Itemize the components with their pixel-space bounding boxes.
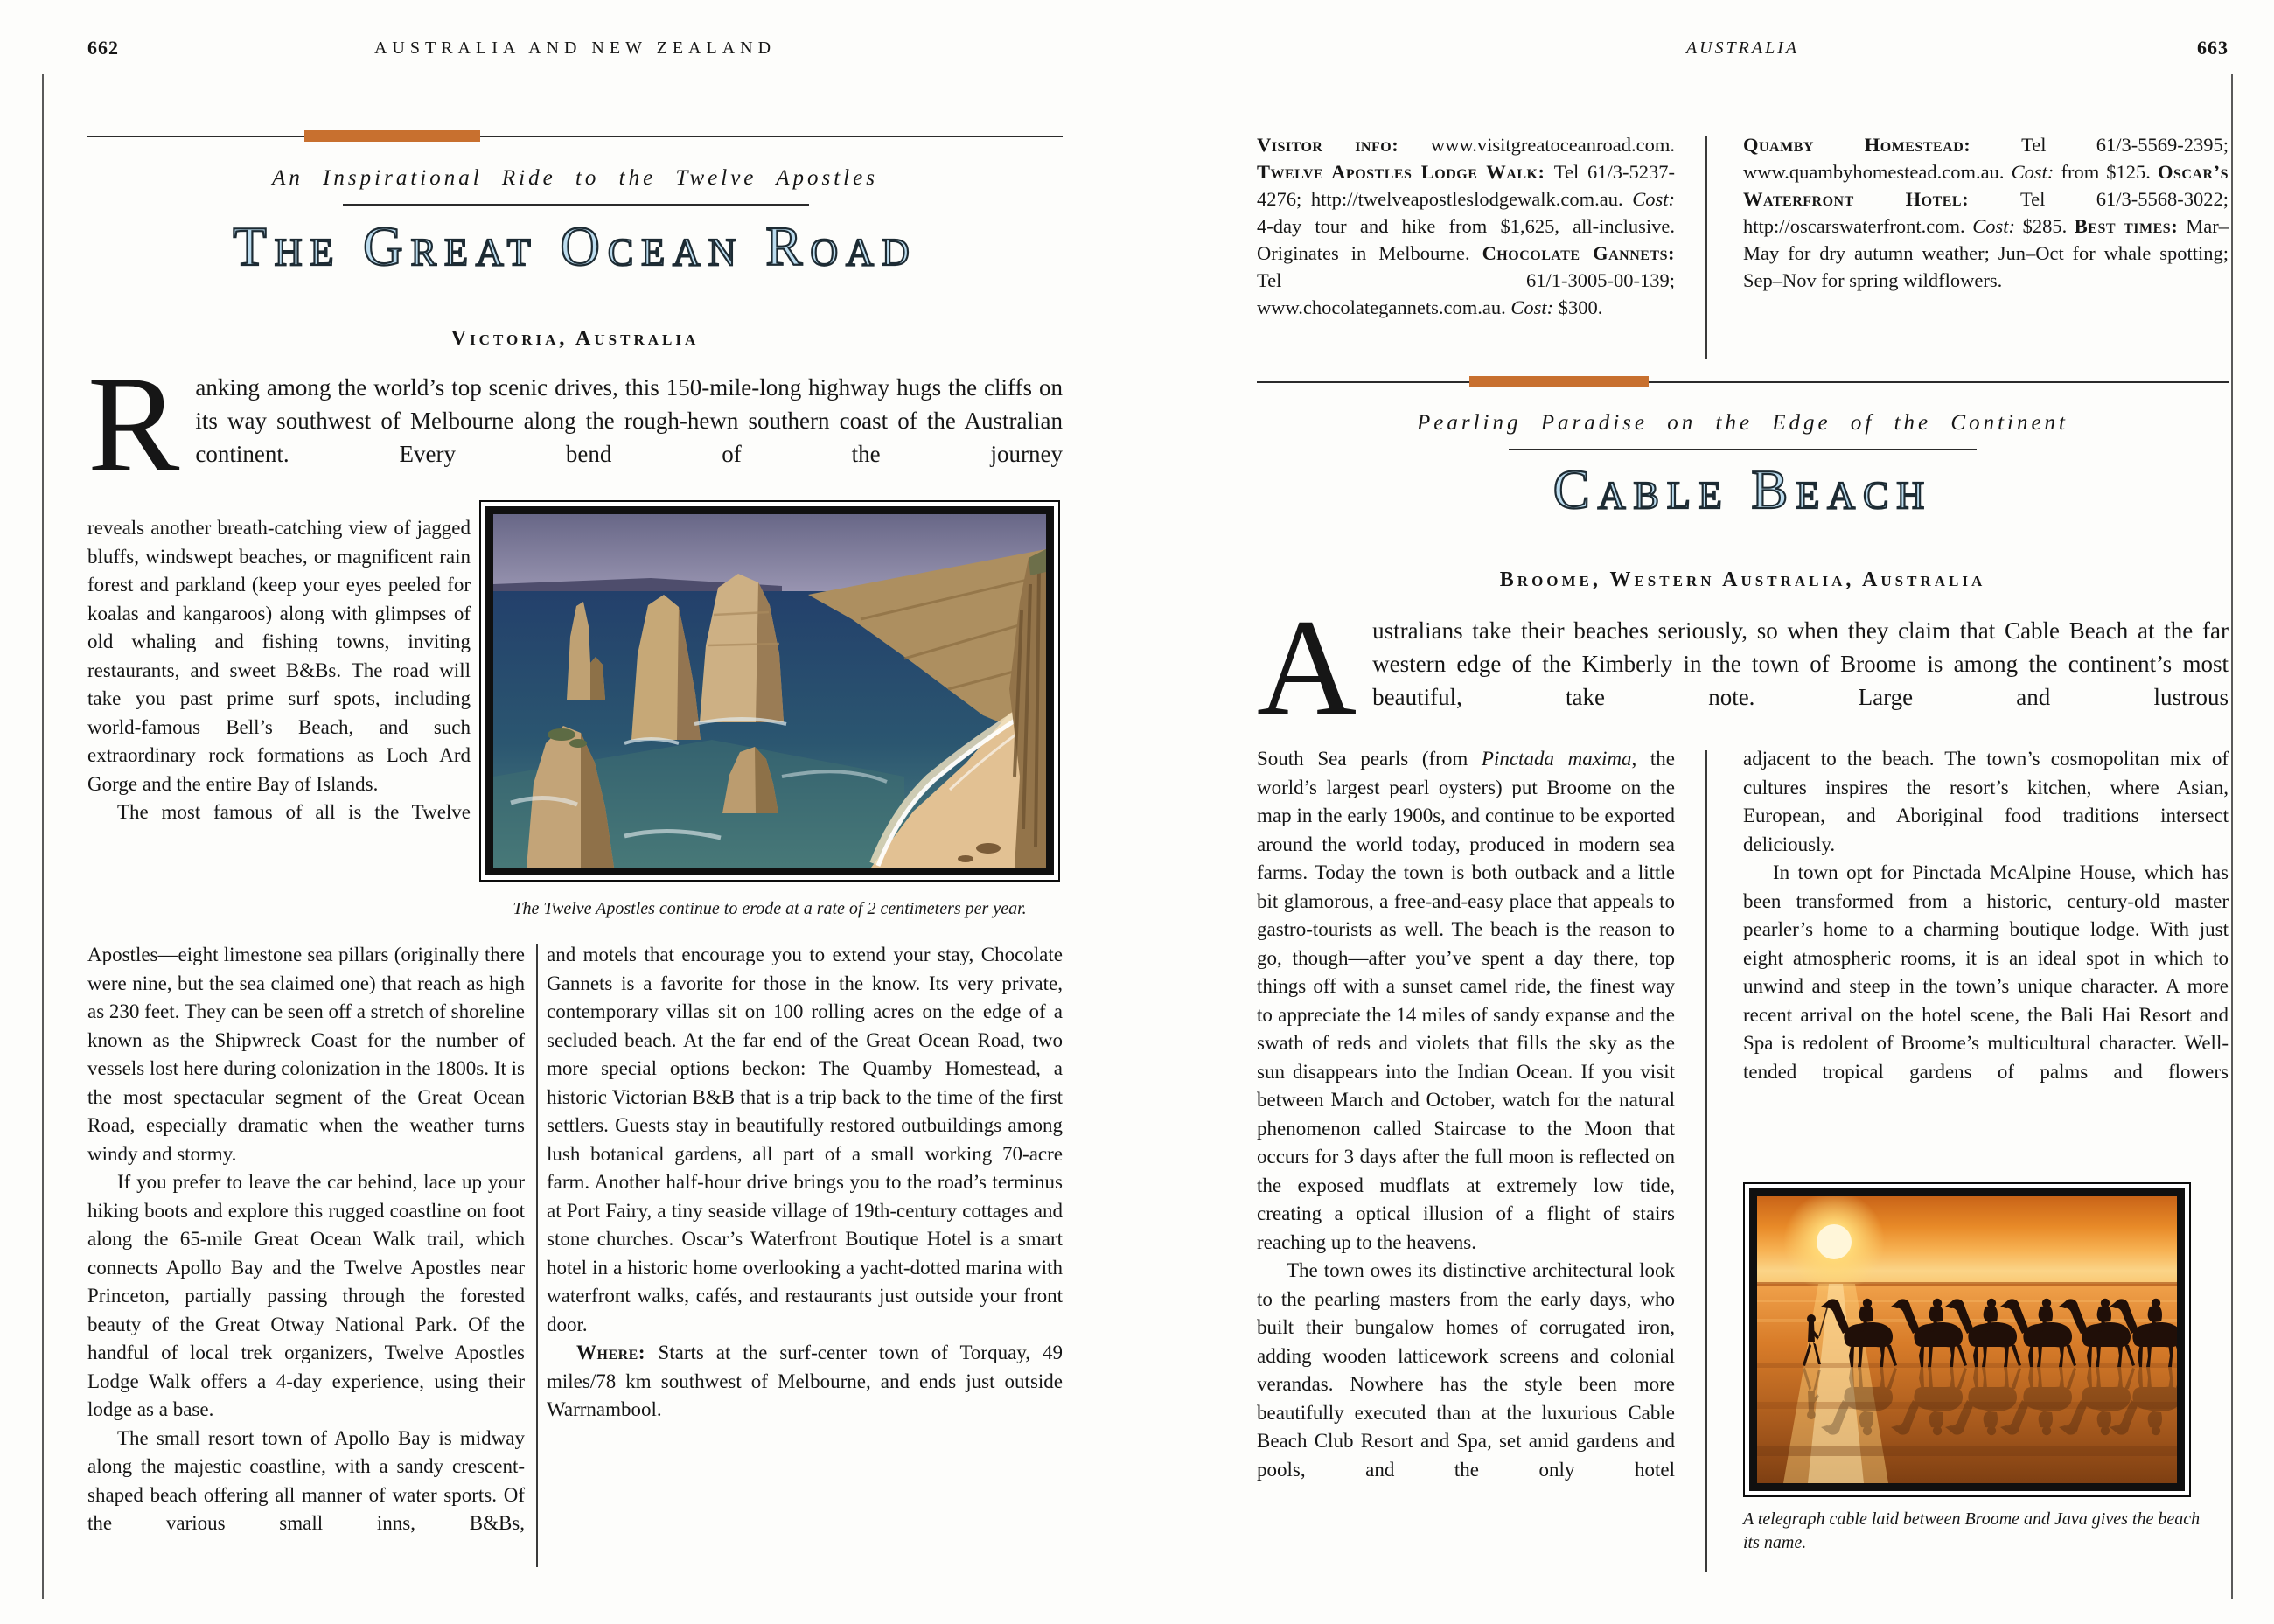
camel-train-caption: A telegraph cable laid between Broome and Java gives the beach its name. (1743, 1509, 2201, 1552)
article1-lede (87, 348, 1063, 501)
article2-lede-text: ustralians take their beaches seriously, so when they claim that Cable Beach at the far western edge of the Kimberly in the town of Broome is among the continent’s most beautiful, take note. Large and lustrous (1372, 617, 2229, 710)
article2-subtitle: Broome, Western Australia, Australia (1499, 568, 1986, 591)
article1-dropcap: R (87, 348, 180, 501)
article1-accent-bar (304, 130, 480, 142)
article1-lede-text: anking among the world’s top scenic drives, this 150-mile-long highway hugs the cliffs on its way southwest of Melbourne along the rough-hewn southern coast of the Australian continent. Every bend of the journey (195, 374, 1063, 467)
article1-title: The Great Ocean Road (233, 216, 917, 277)
article1-subtitle: Victoria, Australia (450, 327, 700, 350)
article1-column-2: and motels that encourage you to extend your stay, Chocolate Gannets is a favorite for those in the know. Its very private, contemporary villas sit on 100 rolling acres on the edge of a secluded beach. At the far end of the Great Ocean Road, two more special options beckon: The Quamby Homestead, a historic Victorian B&B that is a trip back to the time of the first settlers. Guests stay in beautifully restored outbuildings among lush botanical gardens, all part of a small working 70-acre farm. Another half-hour drive brings you to the road’s terminus at Port Fairy, a tiny seaside village of 19th-century cottages and stone churches. Oscar’s Waterfront Boutique Hotel is a smart hotel in a historic home overlooking a yacht-dotted marina with waterfront walks, cafés, and restaurants just outside your front door. Where: Starts at the surf-center town of Torquay, 49 miles/78 km southwest of Melbourne, and ends just outside Warrnambool. (547, 944, 1063, 1420)
right-page-edge-rule (2231, 74, 2233, 1599)
left-page-edge-rule (42, 74, 44, 1599)
article2-dropcap: A (1257, 591, 1357, 744)
article2-title: Cable Beach (1552, 459, 1933, 520)
article2-column-1: South Sea pearls (from Pinctada maxima, the world’s largest pearl oysters) put Broome on the map in the early 1900s, and continue to be exported around the world today, produced in modern sea farms. Today the town is both outback and a little bit glamorous, a free-and-easy place that appeals to gastro-tourists as well. The beach is the reason to go, though—after you’ve spent a day there, top things off with a sunset camel ride, the finest way to appreciate the 14 miles of sandy expanse and the swath of reds and violets that fills the sky as the sun disappears into the Indian Ocean. If you visit between March and October, watch for the natural phenomenon called Staircase to the Moon that occurs for 3 days after the full moon is reflected on the exposed mudflats at extremely low tide, creating a optical illusion of a flight of stairs reaching up to the heavens. The town owes its distinctive architectural look to the pearling masters from the early days, who built their bungalow homes of corrugated iron, adding wooden latticework screens and colonial verandas. Nowhere has the style been more beautifully executed than at the luxurious Cable Beach Club Resort and Spa, set amid gardens and pools, and the only hotel (1257, 748, 1675, 1481)
twelve-apostles-caption: The Twelve Apostles continue to erode at a rate of 2 centimeters per year. (513, 899, 1027, 918)
article1-kicker-rule (343, 204, 809, 206)
camel-train-photo (1743, 1182, 2191, 1497)
twelve-apostles-photo (479, 500, 1060, 882)
article2-accent-bar (1469, 376, 1649, 387)
article1-top-rule (87, 136, 1063, 137)
right-folio: 663 (2197, 37, 2229, 59)
article1-column-1: Apostles—eight limestone sea pillars (originally there were nine, but the sea claimed one) that reach as high as 230 feet. They can be seen off a stretch of shoreline known as the Shipwreck Coast for the number of vessels lost here during colonization in the 1800s. It is the most spectacular segment of the Great Ocean Road, especially dramatic when the weather turns windy and stormy. If you prefer to leave the car behind, lace up your hiking boots and explore this rugged coastline on foot along the 65-mile Great Ocean Walk trail, which connects Apollo Bay and the Twelve Apostles near Princeton, partially passing through the forested beauty of the Great Otway National Park. Of the handful of local trek organizers, Twelve Apostles Lodge Walk offers a 4-day experience, using their lodge as a base. The small resort town of Apollo Bay is midway along the majestic coastline, with a sandy crescent-shaped beach offering all manner of water sports. Of the various small inns, B&Bs, (87, 944, 525, 1534)
twelve-apostles-photo-image (485, 506, 1054, 875)
article1-column-rule (536, 944, 538, 1567)
article2-column-2: adjacent to the beach. The town’s cosmopolitan mix of cultures inspires the resort’s kitchen, where Asian, European, and Aboriginal food traditions intersect deliciously. In town opt for Pinctada McAlpine House, which has been transformed from a historic, century-old master pearler’s home to a charming boutique lodge. With just eight atmospheric rooms, it is an ideal spot in which to unwind and steep in the town’s unique character. A more recent arrival on the hotel scene, the Bali Hai Resort and Spa is redolent of Broome’s multicultural character. Well-tended tropical gardens of palms and flowers (1743, 748, 2229, 1083)
left-running-head: AUSTRALIA AND NEW ZEALAND (373, 38, 777, 58)
article1-column-narrow: reveals another breath-catching view of jagged bluffs, windswept beaches, or magnificent rain forest and parkland (keep your eyes peeled for koalas and kangaroos) along with glimpses of old whaling and fishing towns, inviting restaurants, and sweet B&Bs. The road will take you past prime surf spots, including world-famous Bell’s Beach, and such extraordinary rock formations as Loch Ard Gorge and the entire Bay of Islands. The most famous of all is the Twelve (87, 517, 471, 823)
article2-lede (1257, 591, 2229, 744)
camel-train-photo-image (1749, 1188, 2185, 1491)
article2-column-rule (1706, 750, 1707, 1572)
left-folio: 662 (87, 37, 119, 59)
article2-kicker-rule (1509, 449, 1977, 450)
article2-kicker: Pearling Paradise on the Edge of the Continent (1416, 411, 2068, 435)
article2-top-rule (1257, 381, 2229, 383)
info-block-col-1: Visitor info: www.visitgreatoceanroad.com. Twelve Apostles Lodge Walk: Tel 61/3-5237-4276; http://twelveapostleslodgewalk.com.au. Cost: 4-day tour and hike from $1,625, all-inclusive. Originates in Melbourne. Chocolate Gannets: Tel 61/1-3005-00-139; www.chocolategannets.com.au. Cost: $300. (1257, 134, 1675, 318)
article1-kicker: An Inspirational Ride to the Twelve Apostles (272, 166, 878, 190)
right-running-head: AUSTRALIA (1685, 38, 1800, 58)
info-block-col-2: Quamby Homestead: Tel 61/3-5569-2395; www.quambyhomestead.com.au. Cost: from $125. Oscar’s Waterfront Hotel: Tel 61/3-5568-3022; http://oscarswaterfront.com. Cost: $285. Best times: Mar–May for dry autumn weather; Jun–Oct for whale spotting; Sep–Nov for spring wildflowers. (1743, 134, 2229, 291)
info-block-column-rule (1706, 136, 1707, 359)
